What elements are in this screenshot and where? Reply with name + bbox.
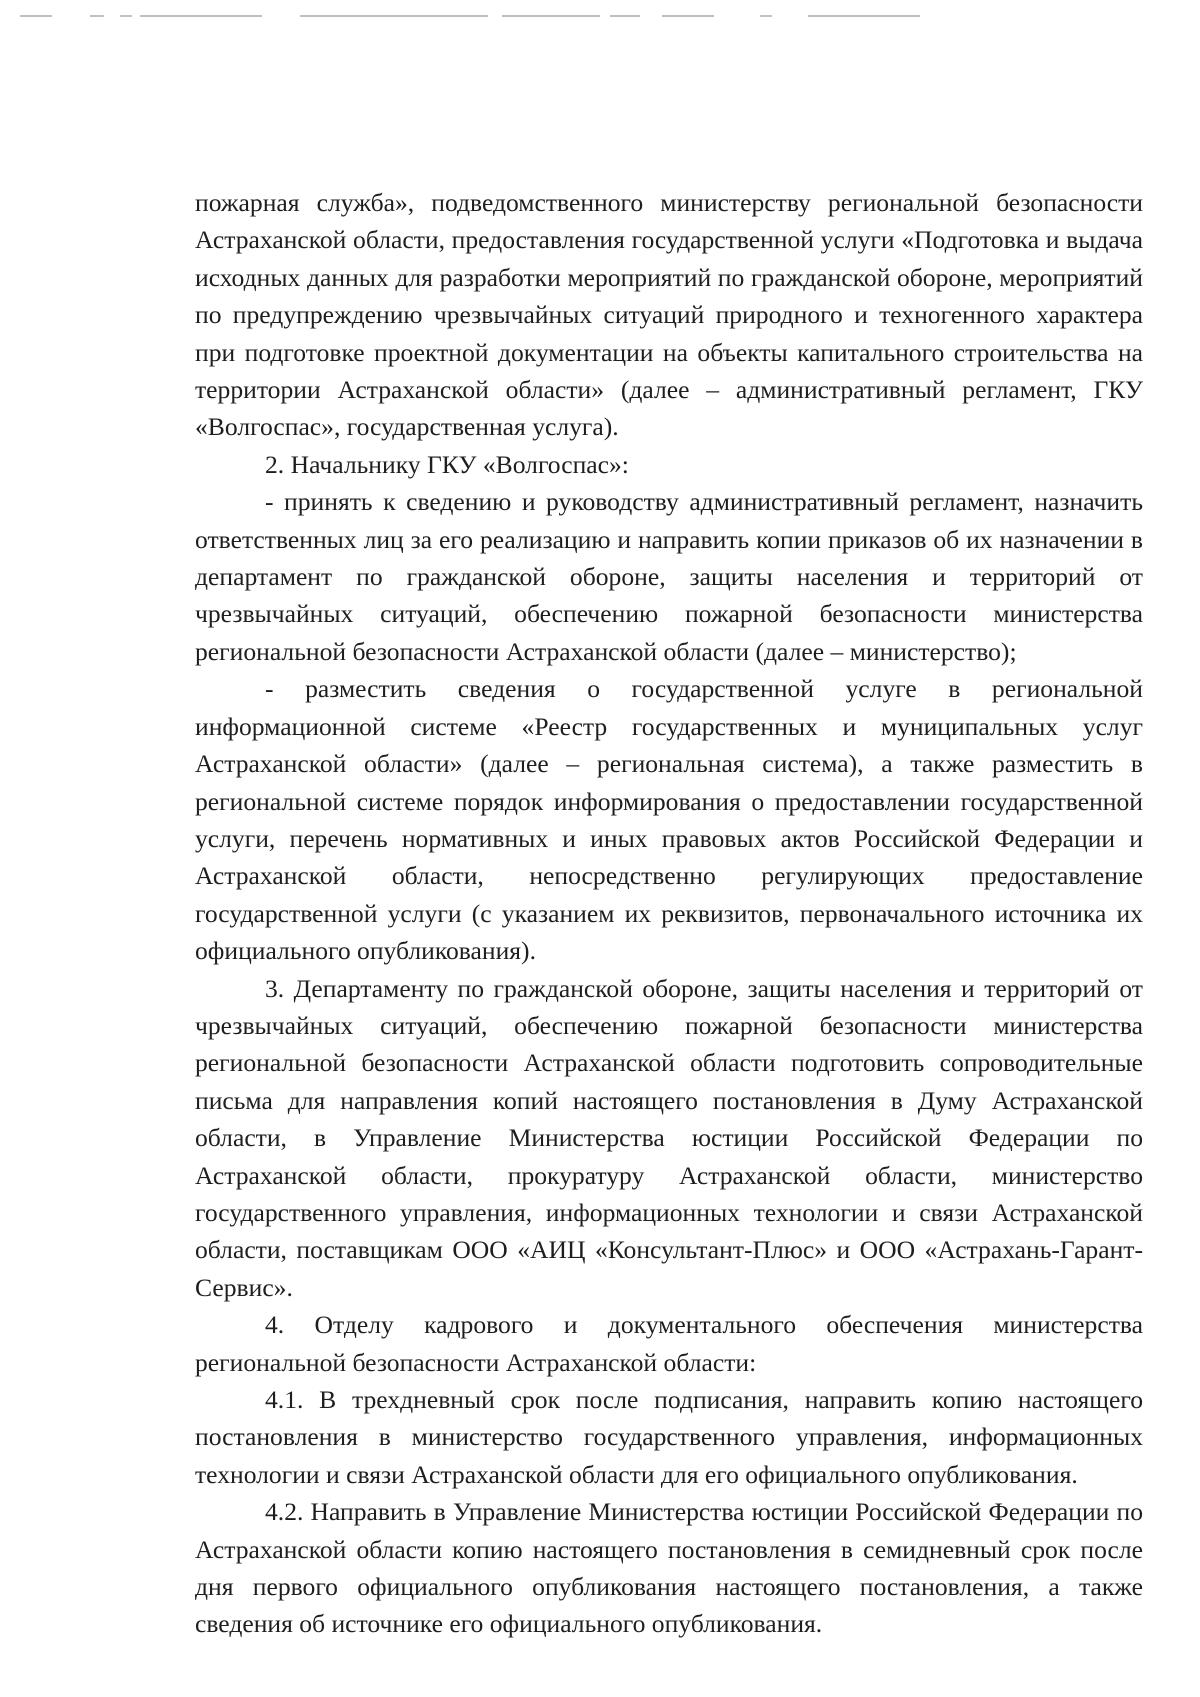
paragraph-1-continuation: пожарная служба», подведомственного министерству региональной безопасности Астраханской области, предоставления государственной услуги «Подготовка и выдача исходных данных для разработки мероприятий по гражданской обороне, мероприятий по предупреждению чрезвычайных ситуаций природного и техногенного характера при подготовке проектной документации на объекты капитального строительства на территории Астраханской области» (далее – административный регламент, ГКУ «Волгоспас», государственная услуга). <box>195 188 1143 442</box>
paragraph-item-2: 2. Начальнику ГКУ «Волгоспас»: <box>265 449 629 479</box>
paragraph-item-4: 4. Отделу кадрового и документального обеспечения министерства региональной безопасности Астраханской области: <box>195 1310 1143 1377</box>
scan-edge-artifacts <box>0 0 1200 30</box>
paragraph-item-4-2: 4.2. Направить в Управление Министерства юстиции Российской Федерации по Астраханской области копию настоящего постановления в семидневный срок после дня первого официального опубликования настоящего постановления, а также сведения об источнике его официального опубликования. <box>195 1497 1143 1639</box>
paragraph-item-2-bullet-1: - принять к сведению и руководству административный регламент, назначить ответственных лиц за его реализацию и направить копии приказов об их назначении в департамент по гражданской обороне, защиты населения и территорий от чрезвычайных ситуаций, обеспечению пожарной безопасности министерства региональной безопасности Астраханской области (далее – министерство); <box>195 487 1143 666</box>
paragraph-item-3: 3. Департаменту по гражданской обороне, защиты населения и территорий от чрезвычайных ситуаций, обеспечению пожарной безопасности министерства региональной безопасности Астраханской области подготовить сопроводительные письма для направления копий настоящего постановления в Думу Астраханской области, в Управление Министерства юстиции Российской Федерации по Астраханской области, прокуратуру Астраханской области, министерство государственного управления, информационных технологии и связи Астраханской области, поставщикам ООО «АИЦ «Консультант-Плюс» и ООО «Астрахань-Гарант-Сервис». <box>195 973 1143 1302</box>
paragraph-item-4-1: 4.1. В трехдневный срок после подписания, направить копию настоящего постановления в министерство государственного управления, информационных технологии и связи Астраханской области для его официального опубликования. <box>195 1385 1143 1489</box>
document-body <box>195 184 1143 1643</box>
paragraph-item-2-bullet-2: - разместить сведения о государственной услуге в региональной информационной системе «Реестр государственных и муниципальных услуг Астраханской области» (далее – региональная система), а также разместить в региональной системе порядок информирования о предоставлении государственной услуги, перечень нормативных и иных правовых актов Российской Федерации и Астраханской области, непосредственно регулирующих предоставление государственной услуги (с указанием их реквизитов, первоначального источника их официального опубликования). <box>195 674 1143 966</box>
